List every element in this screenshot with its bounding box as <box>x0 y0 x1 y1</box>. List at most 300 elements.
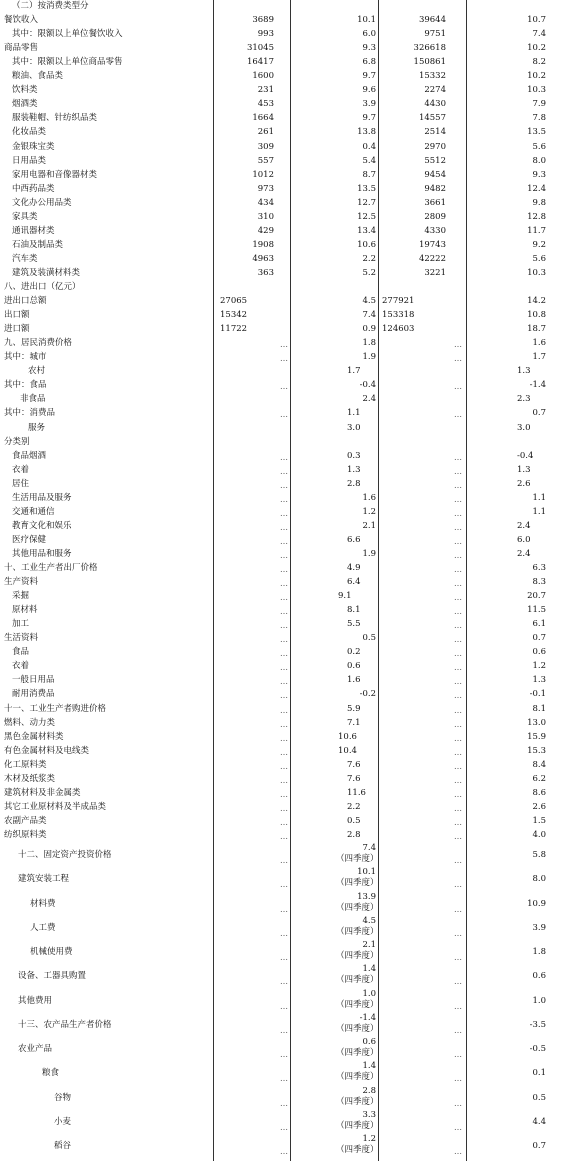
value-cell: 231 <box>257 85 274 96</box>
row-label: 农村 <box>28 366 46 377</box>
row-label: 一般日用品 <box>12 675 55 686</box>
na-marker: … <box>280 607 288 617</box>
value-cell: 1.4 <box>362 1061 376 1072</box>
na-marker: … <box>280 831 288 841</box>
value-cell: 9.2 <box>532 239 546 250</box>
value-cell: 4330 <box>424 225 446 236</box>
value-cell: 9.6 <box>362 85 376 96</box>
table-row <box>0 548 563 562</box>
quarter-note: （四季度） <box>336 975 379 986</box>
value-cell: 10.2 <box>527 71 546 82</box>
na-marker: … <box>454 536 462 546</box>
value-cell: -3.5 <box>529 1019 546 1030</box>
row-label: 化工原料类 <box>4 759 47 770</box>
table-row <box>0 464 563 478</box>
value-cell: 18.7 <box>527 324 546 335</box>
na-marker: … <box>280 480 288 490</box>
row-label: 其中：限额以上单位餐饮收入 <box>12 29 123 40</box>
na-marker: … <box>280 747 288 757</box>
table-row <box>0 1037 563 1061</box>
value-cell: 9.7 <box>362 71 376 82</box>
row-label: 十一、工业生产者购进价格 <box>4 703 107 714</box>
quarter-note: （四季度） <box>336 854 379 864</box>
table-row <box>0 295 563 309</box>
quarter-note: （四季度） <box>336 1023 379 1034</box>
row-label: 农业产品 <box>18 1044 53 1054</box>
value-cell: 1.6 <box>362 492 376 503</box>
table-row <box>0 801 563 815</box>
value-cell: 1.0 <box>362 988 376 999</box>
na-marker: … <box>454 747 462 757</box>
table-row <box>0 183 563 197</box>
value-cell: 1664 <box>252 113 274 124</box>
row-label: 其中：限额以上单位商品零售 <box>12 57 123 68</box>
value-cell: 5.6 <box>532 253 546 264</box>
table-row <box>0 42 563 56</box>
quarter-note: （四季度） <box>336 1072 379 1083</box>
na-marker: … <box>454 522 462 532</box>
na-marker: … <box>280 733 288 743</box>
row-label: 原材料 <box>12 605 38 616</box>
row-label: 其它工业原材料及半成品类 <box>4 801 107 812</box>
value-cell: 0.7 <box>532 1141 546 1151</box>
table-row <box>0 843 563 867</box>
value-cell: 15.3 <box>527 745 546 756</box>
row-label: 谷物 <box>54 1092 72 1103</box>
na-marker: … <box>454 340 462 350</box>
table-row <box>0 604 563 618</box>
row-label: 服装鞋帽、针纺织品类 <box>12 113 98 124</box>
value-cell: 8.0 <box>532 874 546 885</box>
value-cell: 13.8 <box>357 127 376 138</box>
value-cell: 6.0 <box>517 534 531 545</box>
row-label: 黑色金属材料类 <box>4 731 64 742</box>
value-cell: 8.0 <box>532 155 546 166</box>
value-cell: 3.3 <box>362 1109 376 1120</box>
value-cell: 9.7 <box>362 113 376 124</box>
na-marker: … <box>280 1074 288 1084</box>
row-label: 生产资料 <box>4 577 39 588</box>
na-marker: … <box>280 953 288 962</box>
value-cell: 27065 <box>220 296 248 307</box>
value-cell: 6.3 <box>532 563 546 573</box>
value-cell: 11.5 <box>527 605 546 616</box>
row-label: 非食品 <box>20 394 46 405</box>
table-row <box>0 867 563 891</box>
row-label: 出口额 <box>4 310 30 321</box>
value-cell: 3689 <box>252 15 274 26</box>
na-marker: … <box>280 1147 288 1156</box>
na-marker: … <box>454 565 462 574</box>
row-label: 十、工业生产者出厂价格 <box>4 563 98 573</box>
value-cell: 1.3 <box>532 675 546 686</box>
value-cell: 5.8 <box>532 850 546 860</box>
row-label: 中西药品类 <box>12 183 55 194</box>
table-row <box>0 141 563 155</box>
value-cell: 973 <box>257 183 274 194</box>
table-row <box>0 1134 563 1158</box>
na-marker: … <box>280 1122 288 1132</box>
table-row <box>0 197 563 211</box>
row-label: （二）按消费类型分 <box>12 1 89 11</box>
na-marker: … <box>280 382 288 392</box>
na-marker: … <box>454 1025 462 1035</box>
value-cell: 0.7 <box>532 633 546 644</box>
value-cell: 8.3 <box>532 577 546 588</box>
value-cell: 0.2 <box>347 647 361 658</box>
value-cell: -0.4 <box>359 380 376 391</box>
table-row <box>0 520 563 534</box>
table-row <box>0 169 563 183</box>
na-marker: … <box>280 410 288 420</box>
na-marker: … <box>280 494 288 504</box>
value-cell: 1.2 <box>362 1134 376 1144</box>
na-marker: … <box>454 649 462 659</box>
value-cell: 15332 <box>418 71 446 82</box>
value-cell: 0.5 <box>347 815 361 826</box>
row-label: 服务 <box>28 422 46 433</box>
na-marker: … <box>280 508 288 518</box>
na-marker: … <box>280 1025 288 1035</box>
value-cell: 1.2 <box>532 661 546 672</box>
row-label: 日用品类 <box>12 155 47 166</box>
value-cell: 1.8 <box>362 338 376 349</box>
value-cell: 5.4 <box>362 155 376 166</box>
value-cell: 2.4 <box>517 520 531 531</box>
value-cell: 4430 <box>424 99 446 110</box>
row-label: 其中：食品 <box>4 380 47 391</box>
table-row <box>0 211 563 225</box>
row-label: 文化办公用品类 <box>12 197 72 208</box>
row-label: 化妆品类 <box>12 127 47 138</box>
na-marker: … <box>454 382 462 392</box>
na-marker: … <box>280 705 288 715</box>
quarter-note: （四季度） <box>336 1048 379 1058</box>
na-marker: … <box>454 761 462 771</box>
na-marker: … <box>280 593 288 603</box>
value-cell: 16417 <box>246 57 274 68</box>
table-row <box>0 717 563 731</box>
na-marker: … <box>280 621 288 631</box>
value-cell: 1600 <box>252 71 274 82</box>
value-cell: 9454 <box>424 169 446 180</box>
table-row <box>0 379 563 393</box>
value-cell: 1.2 <box>362 506 376 517</box>
row-label: 金银珠宝类 <box>12 141 55 152</box>
value-cell: -1.4 <box>359 1012 376 1023</box>
value-cell: 7.4 <box>362 310 376 321</box>
value-cell: 14557 <box>418 113 446 124</box>
value-cell: 124603 <box>382 324 415 335</box>
value-cell: 1.9 <box>362 548 376 559</box>
value-cell: 2514 <box>424 127 446 138</box>
na-marker: … <box>280 677 288 687</box>
value-cell: 0.6 <box>532 647 546 658</box>
na-marker: … <box>280 1098 288 1108</box>
na-marker: … <box>454 466 462 476</box>
table-row <box>0 660 563 674</box>
table-row <box>0 829 563 843</box>
table-row <box>0 365 563 379</box>
value-cell: 2.8 <box>347 478 361 489</box>
value-cell: 10.3 <box>527 267 546 278</box>
value-cell: 20.7 <box>527 591 546 602</box>
na-marker: … <box>454 621 462 631</box>
na-marker: … <box>454 663 462 673</box>
value-cell: 429 <box>257 225 274 236</box>
table-row <box>0 253 563 267</box>
na-marker: … <box>280 340 288 350</box>
row-label: 居住 <box>12 478 30 489</box>
table-row <box>0 84 563 98</box>
value-cell: 1.3 <box>517 464 531 475</box>
row-label: 燃料、动力类 <box>4 717 56 728</box>
na-marker: … <box>280 928 288 938</box>
row-label: 交通和通信 <box>12 506 55 517</box>
value-cell: 15.9 <box>527 731 546 742</box>
value-cell: 12.7 <box>357 197 376 208</box>
table-row <box>0 731 563 745</box>
value-cell: 3.0 <box>517 422 531 433</box>
value-cell: 1908 <box>252 239 274 250</box>
table-row <box>0 916 563 940</box>
na-marker: … <box>454 1001 462 1011</box>
value-cell: 1.4 <box>362 964 376 975</box>
value-cell: 13.4 <box>357 225 376 236</box>
table-row <box>0 759 563 773</box>
na-marker: … <box>454 705 462 715</box>
na-marker: … <box>454 607 462 617</box>
na-marker: … <box>280 466 288 476</box>
na-marker: … <box>280 856 288 865</box>
value-cell: 14.2 <box>527 296 546 307</box>
na-marker: … <box>280 817 288 827</box>
row-label: 纺织原料类 <box>4 829 47 840</box>
row-label: 设备、工器具购置 <box>18 971 87 982</box>
row-label: 机械使用费 <box>30 947 73 957</box>
value-cell: 1.1 <box>347 408 361 419</box>
na-marker: … <box>280 452 288 462</box>
value-cell: -0.1 <box>529 689 546 700</box>
row-label: 小麦 <box>54 1116 72 1127</box>
row-label: 粮油、食品类 <box>12 71 64 82</box>
na-marker: … <box>280 649 288 659</box>
row-label: 加工 <box>12 619 30 630</box>
row-label: 进出口总额 <box>4 296 47 307</box>
table-row <box>0 436 563 450</box>
value-cell: 1.6 <box>532 338 546 349</box>
value-cell: 0.5 <box>362 633 376 644</box>
value-cell: 0.7 <box>532 408 546 419</box>
value-cell: 6.2 <box>532 773 546 784</box>
row-label: 材料费 <box>30 898 56 909</box>
table-row <box>0 281 563 295</box>
quarter-note: （四季度） <box>336 999 379 1010</box>
value-cell: 6.1 <box>532 619 546 630</box>
value-cell: 8.4 <box>532 759 546 770</box>
value-cell: 10.7 <box>527 15 546 26</box>
value-cell: 2.2 <box>362 253 376 264</box>
na-marker: … <box>454 1050 462 1059</box>
value-cell: 3.9 <box>532 922 546 933</box>
value-cell: 3.0 <box>347 422 361 433</box>
na-marker: … <box>454 1074 462 1084</box>
table-row <box>0 773 563 787</box>
table-row <box>0 703 563 717</box>
value-cell: 3221 <box>424 267 446 278</box>
value-cell: 10.4 <box>338 745 357 756</box>
value-cell: 5.5 <box>347 619 361 630</box>
na-marker: … <box>454 508 462 518</box>
value-cell: 9.3 <box>362 43 376 54</box>
na-marker: … <box>454 856 462 865</box>
value-cell: 5512 <box>424 155 446 166</box>
table-row <box>0 225 563 239</box>
na-marker: … <box>454 494 462 504</box>
na-marker: … <box>454 803 462 813</box>
value-cell: 10.1 <box>357 15 376 26</box>
value-cell: 453 <box>257 99 274 110</box>
table-row <box>0 155 563 169</box>
value-cell: 261 <box>257 127 274 138</box>
table-row <box>0 309 563 323</box>
value-cell: 11.6 <box>347 787 366 798</box>
table-row <box>0 492 563 506</box>
value-cell: 5.9 <box>347 703 361 714</box>
row-label: 衣着 <box>12 464 30 475</box>
value-cell: 11.7 <box>527 225 546 236</box>
table-row <box>0 1110 563 1134</box>
value-cell: 1.3 <box>347 464 361 475</box>
table-row <box>0 393 563 407</box>
table-row <box>0 745 563 759</box>
value-cell: 6.8 <box>362 57 376 68</box>
value-cell: 12.5 <box>357 211 376 222</box>
na-marker: … <box>280 904 288 914</box>
row-label: 家用电器和音像器材类 <box>12 169 98 180</box>
quarter-note: （四季度） <box>336 951 379 961</box>
na-marker: … <box>454 691 462 701</box>
value-cell: 1.7 <box>347 366 361 377</box>
row-label: 人工费 <box>30 922 56 933</box>
na-marker: … <box>454 733 462 743</box>
quarter-note: （四季度） <box>336 878 379 889</box>
table-row <box>0 98 563 112</box>
value-cell: 8.2 <box>532 57 546 68</box>
value-cell: 2.8 <box>362 1085 376 1096</box>
row-label: 烟酒类 <box>12 99 38 110</box>
table-row <box>0 70 563 84</box>
table-row <box>0 14 563 28</box>
na-marker: … <box>454 410 462 420</box>
value-cell: 10.8 <box>527 310 546 321</box>
na-marker: … <box>454 880 462 890</box>
value-cell: 1.1 <box>532 506 546 517</box>
value-cell: 2.8 <box>347 829 361 840</box>
table-row <box>0 674 563 688</box>
value-cell: 8.6 <box>532 787 546 798</box>
table-row <box>0 964 563 988</box>
value-cell: 12.4 <box>527 183 546 194</box>
value-cell: -0.4 <box>517 450 534 461</box>
value-cell: 3.9 <box>362 99 376 110</box>
na-marker: … <box>280 775 288 785</box>
na-marker: … <box>280 1050 288 1059</box>
value-cell: 6.6 <box>347 534 361 545</box>
value-cell: 1012 <box>252 169 274 180</box>
na-marker: … <box>454 817 462 827</box>
value-cell: 1.1 <box>532 492 546 503</box>
value-cell: 15342 <box>220 310 248 321</box>
row-label: 建筑材料及非金属类 <box>4 787 81 798</box>
row-label: 粮食 <box>42 1068 60 1079</box>
value-cell: 2.4 <box>362 394 376 405</box>
value-cell: 1.6 <box>347 675 361 686</box>
row-label: 进口额 <box>4 324 30 335</box>
table-row <box>0 323 563 337</box>
na-marker: … <box>454 550 462 560</box>
row-label: 稻谷 <box>54 1141 72 1151</box>
table-row <box>0 787 563 801</box>
value-cell: -1.4 <box>529 380 546 391</box>
value-cell: -0.5 <box>529 1044 546 1054</box>
na-marker: … <box>454 719 462 729</box>
na-marker: … <box>280 635 288 645</box>
value-cell: 2.1 <box>362 940 376 950</box>
value-cell: 7.9 <box>532 99 546 110</box>
value-cell: 8.7 <box>362 169 376 180</box>
table-row <box>0 1061 563 1085</box>
row-label: 食品烟酒 <box>12 450 47 461</box>
value-cell: 9482 <box>424 183 446 194</box>
value-cell: 7.4 <box>362 843 376 853</box>
table-row <box>0 112 563 126</box>
na-marker: … <box>280 977 288 987</box>
value-cell: 363 <box>257 267 274 278</box>
row-label: 八、进出口（亿元） <box>4 282 81 292</box>
value-cell: 150861 <box>413 57 446 68</box>
value-cell: 1.9 <box>362 352 376 363</box>
value-cell: 42222 <box>418 253 446 264</box>
value-cell: 4.0 <box>532 829 546 840</box>
value-cell: 6.4 <box>347 577 361 588</box>
row-label: 医疗保健 <box>12 534 47 545</box>
value-cell: 8.1 <box>532 703 546 714</box>
value-cell: 277921 <box>382 296 415 307</box>
table-row <box>0 28 563 42</box>
row-label: 建筑及装潢材料类 <box>12 267 81 278</box>
value-cell: 4.9 <box>347 563 361 573</box>
value-cell: 10.6 <box>357 239 376 250</box>
table-row <box>0 562 563 576</box>
row-label: 其他用品和服务 <box>12 548 72 559</box>
value-cell: 434 <box>257 197 274 208</box>
row-label: 家具类 <box>12 211 38 222</box>
row-label: 其中：城市 <box>4 352 47 363</box>
quarter-note: （四季度） <box>336 1120 379 1131</box>
value-cell: 310 <box>257 211 274 222</box>
na-marker: … <box>454 904 462 914</box>
table-row <box>0 450 563 464</box>
na-marker: … <box>454 953 462 962</box>
value-cell: 2.4 <box>517 548 531 559</box>
table-row <box>0 688 563 702</box>
value-cell: 6.0 <box>362 29 376 40</box>
na-marker: … <box>454 1147 462 1156</box>
value-cell: 10.1 <box>357 867 376 878</box>
na-marker: … <box>280 522 288 532</box>
row-label: 教育文化和娱乐 <box>12 520 72 531</box>
